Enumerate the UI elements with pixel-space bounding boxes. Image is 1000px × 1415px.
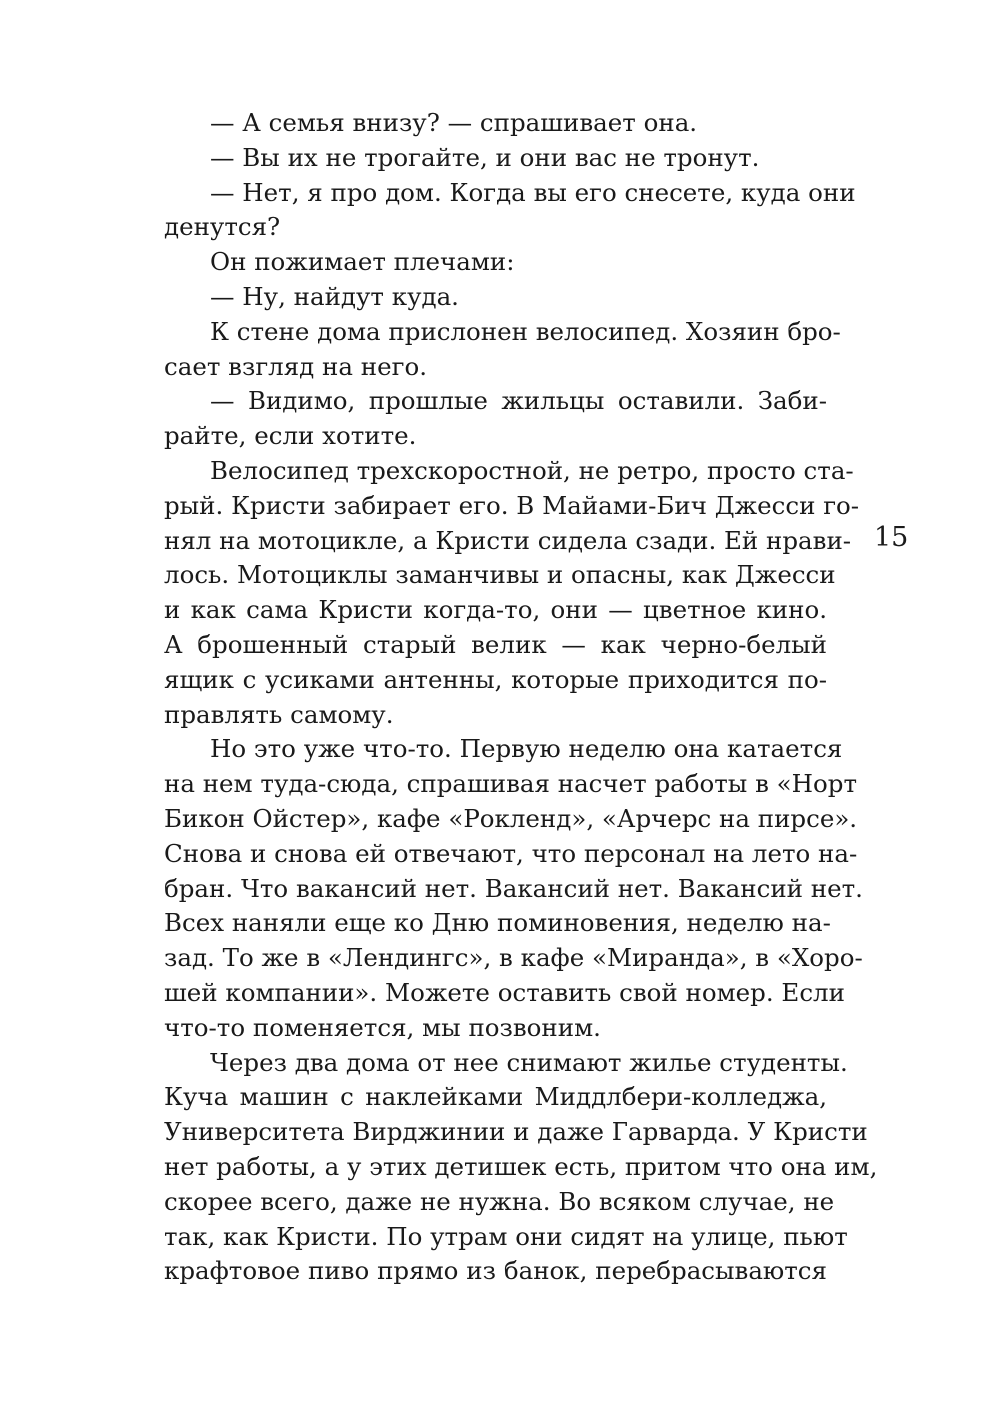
text-line: шей компании». Можете оставить свой номер. Если bbox=[164, 977, 845, 1007]
text-line: ящик с усиками антенны, которые приходится по- bbox=[164, 664, 827, 694]
text-line: скорее всего, даже не нужна. Во всяком случае, не bbox=[164, 1186, 835, 1216]
text-line: Велосипед трехскоростной, не ретро, просто ста- bbox=[210, 455, 854, 485]
text-line: крафтовое пиво прямо из банок, перебрасываются bbox=[164, 1256, 827, 1286]
text-line: — Нет, я про дом. Когда вы его снесете, куда они bbox=[210, 177, 856, 207]
text-line: нет работы, а у этих детишек есть, притом что она им, bbox=[164, 1151, 878, 1181]
text-line: Но это уже что-то. Первую неделю она катается bbox=[210, 734, 843, 764]
text-line: А брошенный старый велик — как черно-белый bbox=[164, 629, 827, 659]
text-line: правлять самому. bbox=[164, 699, 394, 729]
text-line: К стене дома прислонен велосипед. Хозяин бро- bbox=[210, 316, 841, 346]
text-line: бран. Что вакансий нет. Вакансий нет. Вакансий нет. bbox=[164, 873, 863, 903]
text-line: сает взгляд на него. bbox=[164, 351, 427, 381]
text-line: и как сама Кристи когда-то, они — цветное кино. bbox=[164, 595, 827, 625]
text-line: Куча машин с наклейками Миддлбери-колледжа, bbox=[164, 1082, 827, 1112]
text-line: Бикон Ойстер», кафе «Рокленд», «Арчерс на пирсе». bbox=[164, 803, 858, 833]
text-line: — Вы их не трогайте, и они вас не тронут. bbox=[210, 142, 760, 172]
text-line: — Видимо, прошлые жильцы оставили. Заби- bbox=[210, 386, 827, 416]
text-line: — А семья внизу? — спрашивает она. bbox=[210, 108, 698, 137]
text-line: на нем туда-сюда, спрашивая насчет работы в «Норт bbox=[164, 769, 857, 799]
text-line: нял на мотоцикле, а Кристи сидела сзади. Ей нрави- bbox=[164, 525, 852, 555]
text-line: Всех наняли еще ко Дню поминовения, неделю на- bbox=[164, 908, 831, 938]
text-line: так, как Кристи. По утрам они сидят на улице, пьют bbox=[164, 1221, 848, 1251]
text-line: рый. Кристи забирает его. В Майами-Бич Джесси го- bbox=[164, 490, 860, 520]
text-line: денутся? bbox=[164, 212, 281, 242]
page-number: 15 bbox=[874, 522, 909, 553]
text-line: зад. То же в «Лендингс», в кафе «Миранда», в «Хоро- bbox=[164, 943, 863, 973]
text-line: Снова и снова ей отвечают, что персонал на лето на- bbox=[164, 838, 858, 868]
text-line: — Ну, найдут куда. bbox=[210, 281, 459, 311]
text-line: Он пожимает плечами: bbox=[210, 247, 515, 277]
text-line: Университета Вирджинии и даже Гарварда. У Кристи bbox=[164, 1117, 868, 1147]
text-line: лось. Мотоциклы заманчивы и опасны, как Джесси bbox=[164, 560, 836, 590]
text-line: Через два дома от нее снимают жилье студенты. bbox=[210, 1047, 848, 1077]
text-line: что-то поменяется, мы позвоним. bbox=[164, 1012, 601, 1042]
body-text bbox=[164, 106, 878, 1289]
text-line: райте, если хотите. bbox=[164, 421, 417, 451]
